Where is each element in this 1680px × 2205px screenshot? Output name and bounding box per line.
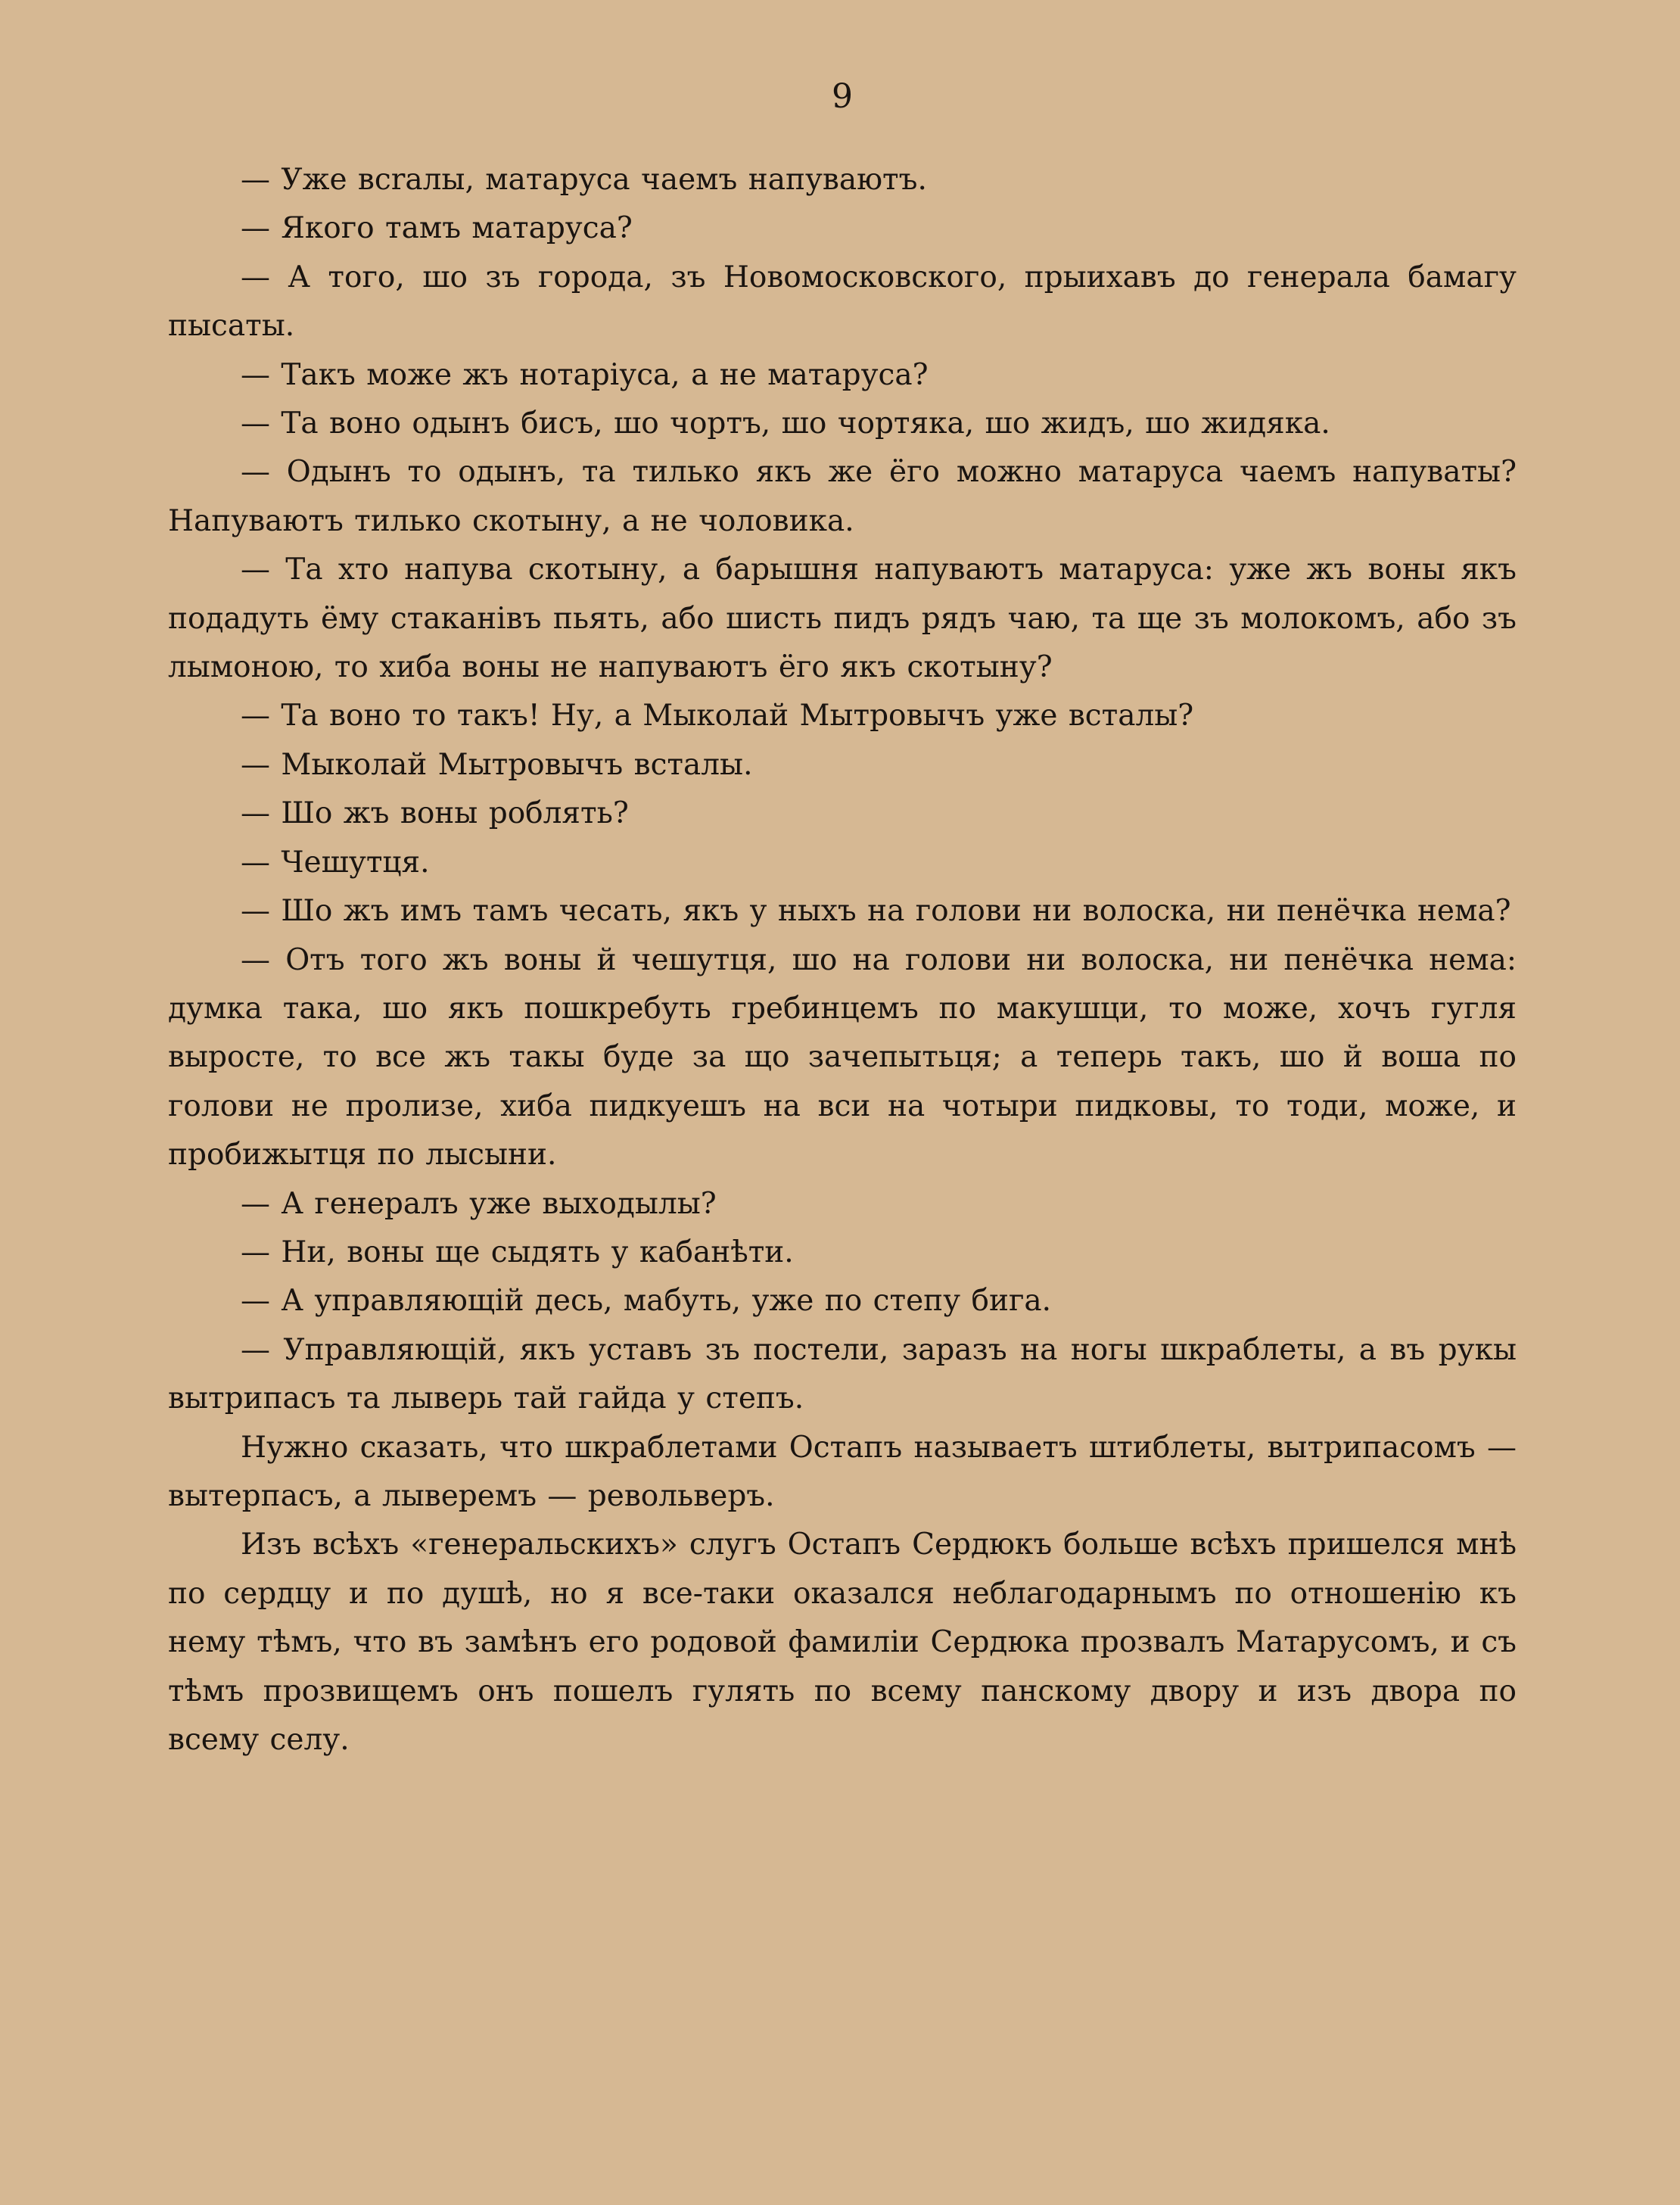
paragraph: — Якого тамъ матаруса? bbox=[241, 211, 633, 246]
paragraph: — Чешутця. bbox=[241, 845, 430, 880]
paragraph: Изъ всѣхъ «генеральскихъ» слугъ Остапъ Сердюкъ больше всѣхъ пришелся мнѣ по сердцу и по душѣ, но я все-таки оказался неблагодарнымъ по отношенію къ нему тѣмъ, что въ замѣнъ его родовой фамиліи Сердюка прозвалъ Матарусомъ, и съ тѣмъ прозвищемъ онъ пошелъ гулять по всему панскому двору и изъ двора по всему селу. bbox=[168, 1528, 1517, 1757]
paragraph: — Шо жъ имъ тамъ чесать, якъ у ныхъ на голови ни волоска, ни пенёчка нема? bbox=[241, 894, 1511, 929]
paragraph: — Отъ того жъ воны й чешутця, шо на голови ни волоска, ни пенёчка нема: думка така, шо якъ пошкребуть гребинцемъ по макушци, то може, хочъ гугля выросте, то все жъ такы буде за що зачепытьця; а теперь такъ, шо й вошa по голови не пролизе, хиба пидкуешъ на вси на чотыри пидковы, то тоди, може, и пробижытця по лысыни. bbox=[168, 942, 1517, 1173]
paragraph: — А того, шо зъ города, зъ Новомосковского, прыихавъ до генерала бамагу пысаты. bbox=[168, 260, 1517, 344]
paragraph: — Такъ може жъ нотаріуса, а не матаруса? bbox=[241, 357, 929, 392]
paragraph: — Управляющій, якъ уставъ зъ постели, заразъ на ногы шкраблеты, а въ рукы вытрипасъ та лыверь тай гайда у степъ. bbox=[168, 1332, 1517, 1416]
paragraph: — Мыколай Мытровычъ вcталы. bbox=[241, 747, 753, 782]
page-number: 9 bbox=[832, 77, 853, 116]
paragraph: — Та воно то такъ! Ну, а Мыколай Мытровычъ уже вcталы? bbox=[241, 699, 1194, 733]
paragraph: — Уже вcraлы, матаруса чаемъ напуваютъ. bbox=[241, 163, 927, 197]
paragraph: — Шо жъ воны роблять? bbox=[241, 796, 629, 831]
paragraph: — Одынъ то одынъ, та тилько якъ же ёго можно матаруса чаемъ напуваты? Напуваютъ тилько скотыну, а не чоловика. bbox=[168, 455, 1517, 538]
paragraph: — А управляющій десь, мабуть, уже по степу бига. bbox=[241, 1284, 1052, 1319]
paragraph: — Ни, воны ще сыдять у кабанѣти. bbox=[241, 1235, 794, 1269]
paragraph: — Та воно одынъ бисъ, шо чортъ, шо чортяка, шо жидъ, шо жидяка. bbox=[241, 406, 1330, 441]
paragraph: — Та хто напува скотыну, а барышня напуваютъ матаруса: уже жъ воны якъ подадуть ёму стаканівъ пьять, або шисть пидъ рядъ чаю, та ще зъ молокомъ, або зъ лымоною, то хиба воны не напуваютъ ёго якъ скотыну? bbox=[168, 553, 1517, 685]
paragraph: Нужно сказать, что шкраблетами Остапъ называетъ штиблеты, вытрипасомъ — вытерпасъ, а лыверемъ — револьверъ. bbox=[168, 1430, 1517, 1513]
paragraph: — А генералъ уже выходылы? bbox=[241, 1186, 717, 1221]
